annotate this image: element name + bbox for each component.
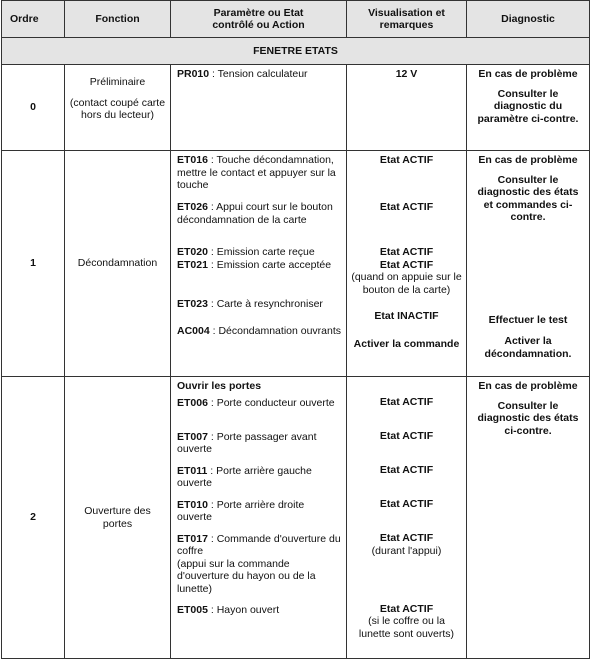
param-code: ET016 (177, 154, 208, 166)
param-note: (appui sur la commande d'ouverture du hayon ou de la lunette) (177, 557, 316, 595)
param-item (177, 604, 342, 617)
row-diagnostic (467, 65, 590, 151)
visu-value: Etat ACTIF (379, 464, 434, 476)
param-item (177, 499, 342, 525)
visu-note: (si le coffre ou la lunette sont ouverts) (358, 615, 455, 640)
visu-value: Etat INACTIF (374, 310, 439, 323)
param-text: : Carte à resynchroniser (207, 297, 323, 310)
header-visualisation-line2: remarques (379, 19, 434, 31)
diag-line2: Consulter le diagnostic des états et commandes ci-contre. (477, 173, 579, 224)
row-parametre (171, 377, 347, 659)
visu-value: Etat ACTIF (379, 532, 434, 544)
fonction-title: Préliminaire (89, 76, 146, 88)
param-code: PR010 (177, 68, 210, 80)
row-fonction (65, 65, 171, 151)
param-text: : Tension calculateur (209, 68, 308, 80)
row-parametre (171, 65, 347, 151)
diag-line1: En cas de problème (478, 380, 578, 392)
header-ordre: Ordre (2, 1, 65, 38)
param-text: : Touche décondamnation, mettre le contact et appuyer sur la touche (177, 154, 336, 192)
row-fonction: Décondamnation (65, 151, 171, 377)
header-parametre-line2: contrôlé ou Action (212, 19, 305, 31)
param-item (177, 298, 342, 311)
visu-value: Etat ACTIF (379, 258, 434, 271)
param-text: : Hayon ouvert (207, 603, 280, 616)
param-code: ET017 (177, 532, 208, 545)
table-row (2, 151, 590, 377)
row-ordre: 1 (2, 151, 65, 377)
diag-line2: Consulter le diagnostic des états ci-contre. (477, 399, 579, 437)
section-row (2, 38, 590, 65)
param-code: ET023 (177, 297, 208, 310)
header-diagnostic: Diagnostic (467, 1, 590, 38)
param-code: ET011 (177, 464, 208, 477)
visu-value: Etat ACTIF (379, 396, 434, 408)
diagnostic-table (1, 0, 590, 659)
param-item (177, 465, 342, 491)
param-item (177, 325, 342, 338)
param-item (177, 154, 342, 192)
param-item (177, 397, 342, 423)
visu-value: Etat ACTIF (379, 430, 434, 442)
table-row (2, 377, 590, 659)
row-ordre: 0 (2, 65, 65, 151)
row-ordre: 2 (2, 377, 65, 659)
param-text: : Décondamnation ouvrants (209, 325, 342, 338)
row-visualisation: 12 V (347, 65, 467, 151)
param-text: : Emission carte reçue (207, 246, 315, 258)
visu-value: Etat ACTIF (379, 498, 434, 510)
section-title: FENETRE ETATS (2, 38, 590, 65)
visu-value: Etat ACTIF (379, 602, 434, 615)
param-code: AC004 (177, 325, 210, 338)
header-row (2, 1, 590, 38)
header-parametre (171, 1, 347, 38)
diag-test: Effectuer le test (488, 313, 568, 326)
header-fonction: Fonction (65, 1, 171, 38)
param-code: ET021 (177, 258, 208, 271)
header-parametre-line1: Paramètre ou Etat (213, 7, 304, 19)
param-text: : Porte conducteur ouverte (207, 396, 335, 409)
table-row (2, 65, 590, 151)
row-parametre (171, 151, 347, 377)
param-text: : Porte passager avant ouverte (177, 430, 317, 456)
param-text: : Appui court sur le bouton décondamnation de la carte (177, 201, 333, 226)
row-visualisation (347, 377, 467, 659)
visu-note: (quand on appuie sur le bouton de la carte) (351, 271, 462, 296)
param-code: ET005 (177, 603, 208, 616)
visu-note: (durant l'appui) (371, 544, 442, 557)
row-fonction: Ouverture des portes (65, 377, 171, 659)
param-code: ET006 (177, 396, 208, 409)
param-item (177, 201, 342, 239)
row-visualisation (347, 151, 467, 377)
diag-line2: Consulter le diagnostic du paramètre ci-contre. (477, 87, 579, 125)
visu-value: Etat ACTIF (379, 246, 434, 258)
visu-value: Etat ACTIF (379, 201, 434, 213)
param-code: ET007 (177, 430, 208, 443)
param-text: : Emission carte acceptée (207, 258, 332, 271)
diag-line1: En cas de problème (478, 68, 578, 80)
diag-activate: Activer la décondamnation. (484, 335, 572, 360)
visu-value: Activer la commande (353, 338, 460, 351)
visu-value: Etat ACTIF (379, 154, 434, 166)
row-diagnostic (467, 377, 590, 659)
param-item (177, 533, 342, 558)
param-text: : Porte arrière gauche ouverte (177, 464, 312, 490)
param-heading: Ouvrir les portes (177, 380, 262, 392)
header-visualisation (347, 1, 467, 38)
param-item (177, 431, 342, 457)
param-code: ET026 (177, 201, 208, 213)
param-code: ET010 (177, 498, 208, 511)
param-text: : Porte arrière droite ouverte (177, 498, 305, 524)
fonction-note: (contact coupé carte hors du lecteur) (69, 96, 166, 122)
param-item (177, 259, 342, 297)
diag-line1: En cas de problème (478, 154, 578, 166)
row-diagnostic (467, 151, 590, 377)
param-code: ET020 (177, 246, 208, 258)
param-text: : Commande d'ouverture du coffre (177, 532, 341, 558)
header-visualisation-line1: Visualisation et (368, 7, 445, 19)
param-item (177, 246, 342, 259)
